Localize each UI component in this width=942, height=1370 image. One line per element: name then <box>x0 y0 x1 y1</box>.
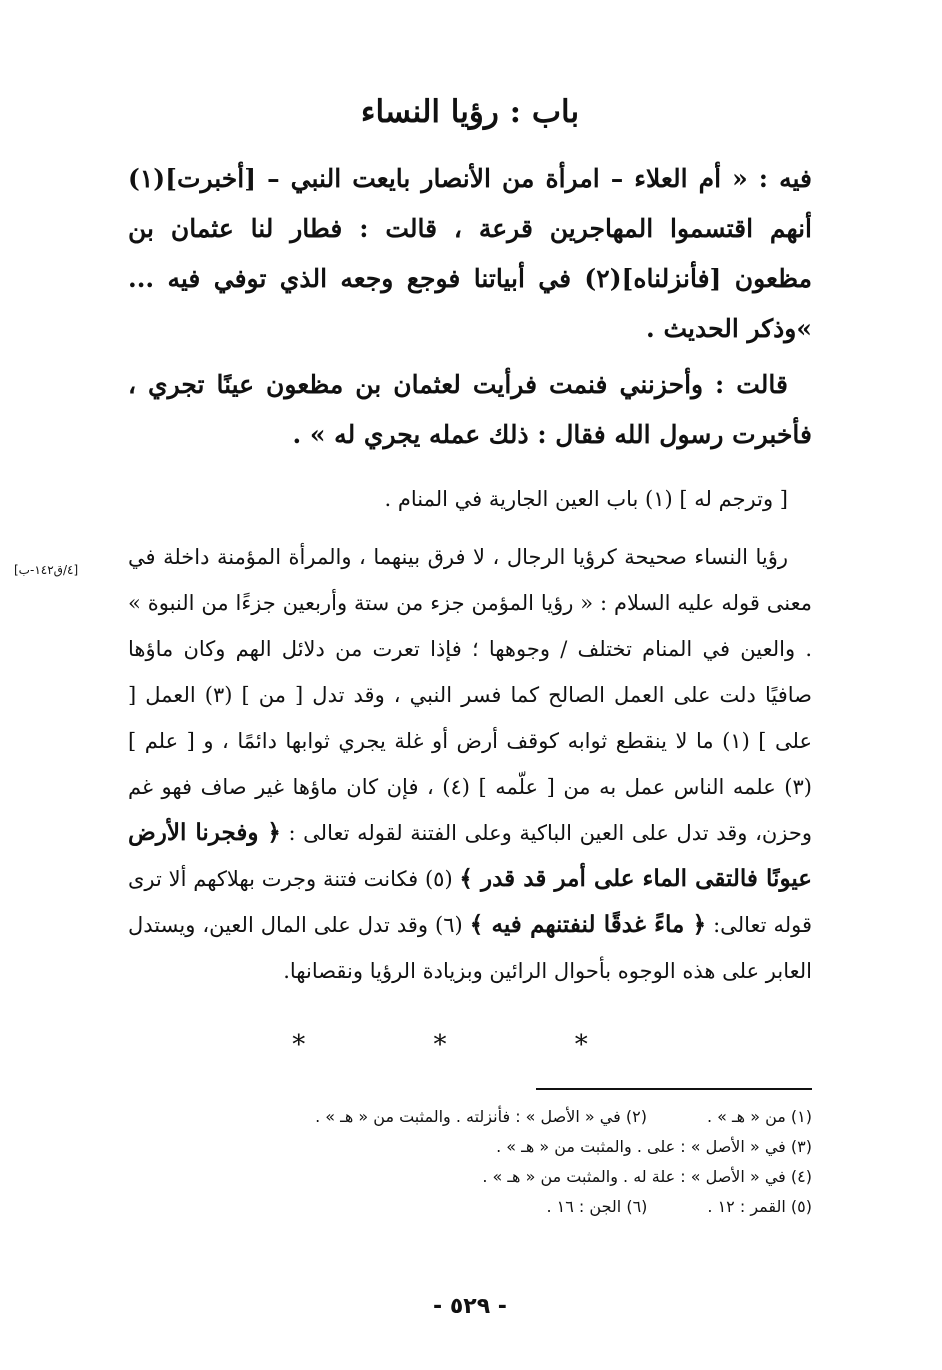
commentary-part-2: (٥) فكانت فتنة وجرت بهلاكهم ألا ترى قوله تعالى: <box>128 867 812 937</box>
commentary-part-3: (٦) وقد تدل على المال العين، ويستدل العابر على هذه الوجوه بأحوال الرائين وبزيادة الرؤيا ونقصانها. <box>128 913 812 983</box>
footnote-3: (٣) في « الأصل » : على . والمثبت من « هـ » . <box>496 1137 812 1156</box>
footnote-row <box>128 1132 812 1162</box>
footnotes <box>128 1102 812 1222</box>
footnote-5: (٥) القمر : ١٢ . <box>707 1197 812 1216</box>
quran-verse-1: ﴿ وفجرنا الأرض عيونًا فالتقى الماء على أمر قد قدر ﴾ <box>128 819 812 892</box>
footnote-row <box>128 1102 812 1132</box>
page <box>128 80 812 1330</box>
translation-line: [ وترجم له ] (١) باب العين الجارية في المنام . <box>384 487 788 511</box>
footnote-4: (٤) في « الأصل » : علة له . والمثبت من « هـ » . <box>482 1167 812 1186</box>
footnote-row <box>128 1162 812 1192</box>
hadith-paragraph-2: قالت : وأحزنني فنمت فرأيت لعثمان بن مظعون عينًا تجري ، فأخبرت رسول الله فقال : ذلك عمله يجري له » . <box>128 370 812 449</box>
footnote-row <box>128 1192 812 1222</box>
chapter-title: باب : رؤيا النساء <box>360 94 580 130</box>
section-separator: * * * <box>292 1030 648 1060</box>
footnote-1: (١) من « هـ » . <box>706 1107 812 1126</box>
page-number: - ٥٢٩ - <box>433 1294 507 1319</box>
commentary-part-1: رؤيا النساء صحيحة كرؤيا الرجال ، لا فرق بينهما ، والمرأة المؤمنة داخلة في معنى قوله عليه السلام : « رؤيا المؤمن جزء من ستة وأربعين جزءًا من النبوة » . والعين في المنام تختلف / وجوهها ؛ فإذا تعرت من دلائل الهم وكان ماؤها صافيًا دلت على العمل الصالح كما فسر النبي ، وقد تدل [ من ] (٣) العمل [ على ] (١) ما لا ينقطع ثوابه كوقف أرض أو غلة يجري ثوابها دائمًا ، و [ علم ] (٣) علمه الناس عمل به من [ علّمه ] (٤) ، فإن كان ماؤها غير صاف فهو غم وحزن، وقد تدل على العين الباكية وعلى الفتنة لقوله تعالى : <box>128 545 812 845</box>
quran-verse-2: ﴿ ماءً غدقًا لنفتنهم فيه ﴾ <box>469 911 707 938</box>
hadith-paragraph-1: فيه : « أم العلاء – امرأة من الأنصار بايعت النبي – [أخبرت](١) أنهم اقتسموا المهاجرين قرعة ، قالت : فطار لنا عثمان بن مظعون [فأنزلناه](٢) في أبياتنا فوجع وجعه الذي توفي فيه ... »وذكر الحديث . <box>128 164 812 343</box>
footnote-divider <box>536 1088 812 1090</box>
footnote-2: (٢) في « الأصل » : فأنزلته . والمثبت من « هـ » . <box>315 1107 647 1126</box>
footnote-6: (٦) الجن : ١٦ . <box>546 1197 648 1216</box>
commentary-paragraph <box>128 534 812 994</box>
manuscript-folio-note: [٤/ق١٤٢-ب] <box>14 563 79 577</box>
